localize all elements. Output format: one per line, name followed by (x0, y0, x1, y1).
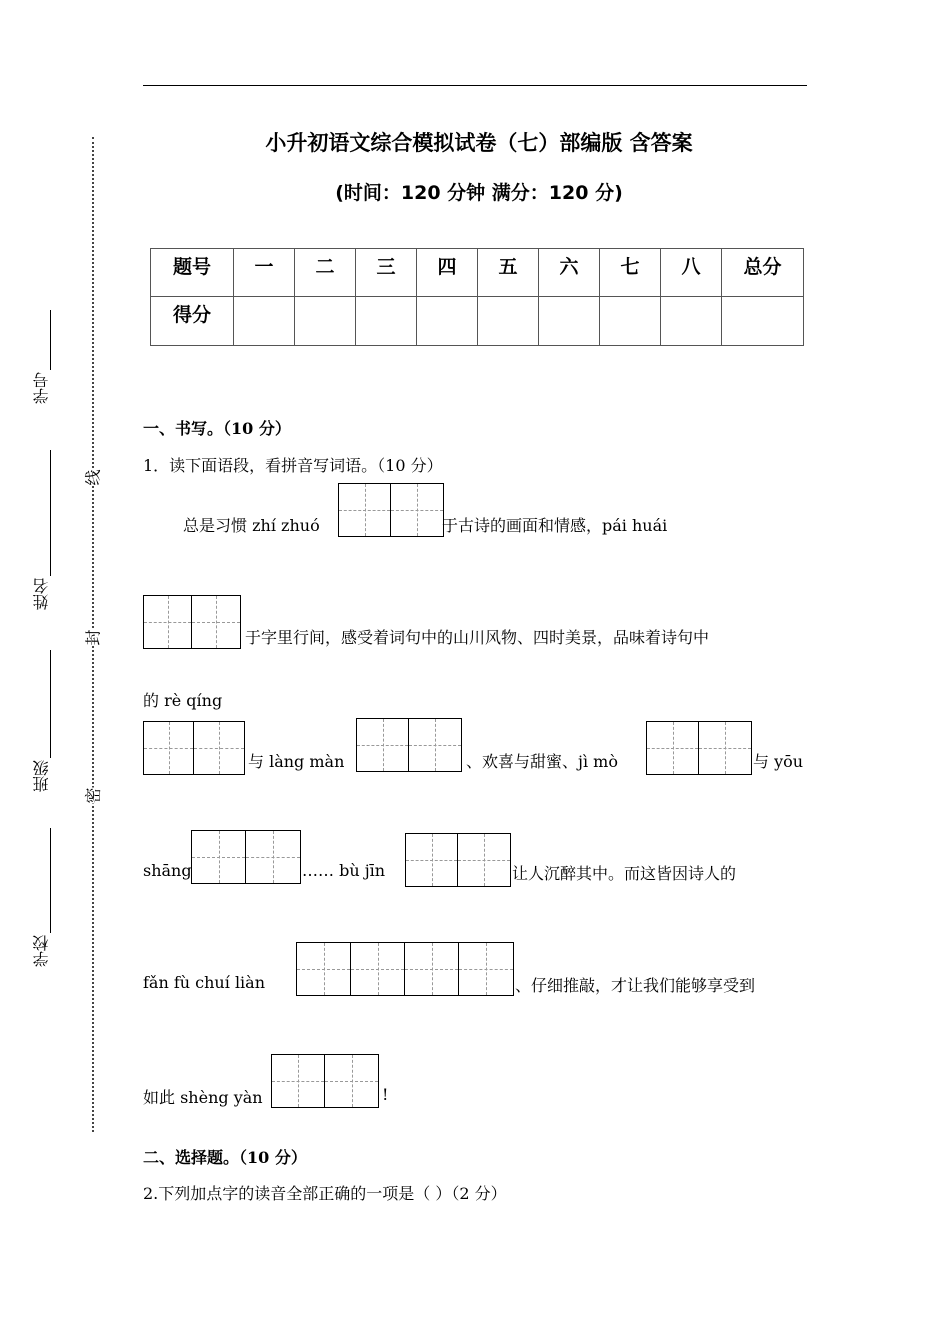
score-table-header-row (151, 249, 804, 297)
header-cell: 七 (600, 249, 661, 297)
passage-text: 、仔细推敲，才让我们能够享受到 (515, 976, 756, 995)
header-cell: 二 (295, 249, 356, 297)
header-cell: 五 (478, 249, 539, 297)
section1-heading: 一、书写。（10 分） (143, 419, 291, 438)
passage-text: 总是习惯 zhí zhuó (183, 516, 320, 535)
score-cell[interactable] (661, 297, 722, 346)
answer-grid-reqing[interactable] (143, 721, 245, 775)
student-id-label: 学号 (32, 372, 51, 404)
answer-grid-zhizhuo[interactable] (338, 483, 444, 537)
score-cell[interactable] (356, 297, 417, 346)
header-cell: 题号 (151, 249, 234, 297)
score-table (150, 248, 804, 346)
score-cell[interactable] (295, 297, 356, 346)
score-cell[interactable] (539, 297, 600, 346)
section2-heading: 二、选择题。（10 分） (143, 1148, 307, 1167)
question2-prompt: 2.下列加点字的读音全部正确的一项是（ ）（2 分） (143, 1184, 507, 1203)
score-cell[interactable] (600, 297, 661, 346)
passage-text: …… bù jīn (302, 861, 386, 880)
answer-grid-paihuai[interactable] (143, 595, 241, 649)
exam-title: 小升初语文综合模拟试卷（七）部编版 含答案 (265, 131, 693, 155)
header-cell: 总分 (722, 249, 804, 297)
passage-text: 与 làng màn (248, 752, 345, 771)
passage-text: 让人沉醉其中。而这皆因诗人的 (512, 864, 737, 883)
passage-text: 如此 shèng yàn (143, 1088, 263, 1107)
name-label: 姓名 (32, 578, 51, 610)
answer-grid-bujin[interactable] (405, 833, 511, 887)
seal-char-line: 线 (81, 469, 104, 485)
passage-text: ! (382, 1085, 389, 1104)
header-cell: 六 (539, 249, 600, 297)
seal-char-secret: 密 (81, 787, 104, 803)
answer-grid-shengyan[interactable] (271, 1054, 379, 1108)
score-cell[interactable] (417, 297, 478, 346)
score-cell[interactable] (234, 297, 295, 346)
class-label: 班级 (32, 760, 51, 792)
header-cell: 三 (356, 249, 417, 297)
passage-text: 与 yōu (753, 752, 804, 771)
school-blank[interactable] (50, 828, 51, 933)
school-label: 学校 (32, 935, 51, 967)
header-cell: 八 (661, 249, 722, 297)
exam-subtitle: (时间：120 分钟 满分：120 分) (335, 182, 623, 204)
passage-text: fǎn fù chuí liàn (143, 973, 266, 992)
question1-prompt: 1．读下面语段，看拼音写词语。（10 分） (143, 456, 443, 475)
class-blank[interactable] (50, 650, 51, 758)
score-row-label: 得分 (151, 297, 234, 346)
top-rule (143, 85, 807, 86)
answer-grid-langman[interactable] (356, 718, 462, 772)
answer-grid-jimo[interactable] (646, 721, 752, 775)
passage-text: 的 rè qíng (143, 691, 223, 710)
header-cell: 四 (417, 249, 478, 297)
score-cell[interactable] (722, 297, 804, 346)
score-table-score-row (151, 297, 804, 346)
passage-text: 于古诗的画面和情感，pái huái (442, 516, 668, 535)
answer-grid-youshang[interactable] (191, 830, 301, 884)
passage-text: 于字里行间，感受着词句中的山川风物、四时美景，品味着诗句中 (245, 628, 710, 647)
score-cell[interactable] (478, 297, 539, 346)
header-cell: 一 (234, 249, 295, 297)
name-blank[interactable] (50, 450, 51, 576)
passage-text: shāng (143, 861, 192, 880)
answer-grid-fanfuchuilian[interactable] (296, 942, 514, 996)
student-id-blank[interactable] (50, 310, 51, 370)
seal-char-seal: 封 (81, 629, 104, 645)
passage-text: 、欢喜与甜蜜、jì mò (466, 752, 618, 771)
